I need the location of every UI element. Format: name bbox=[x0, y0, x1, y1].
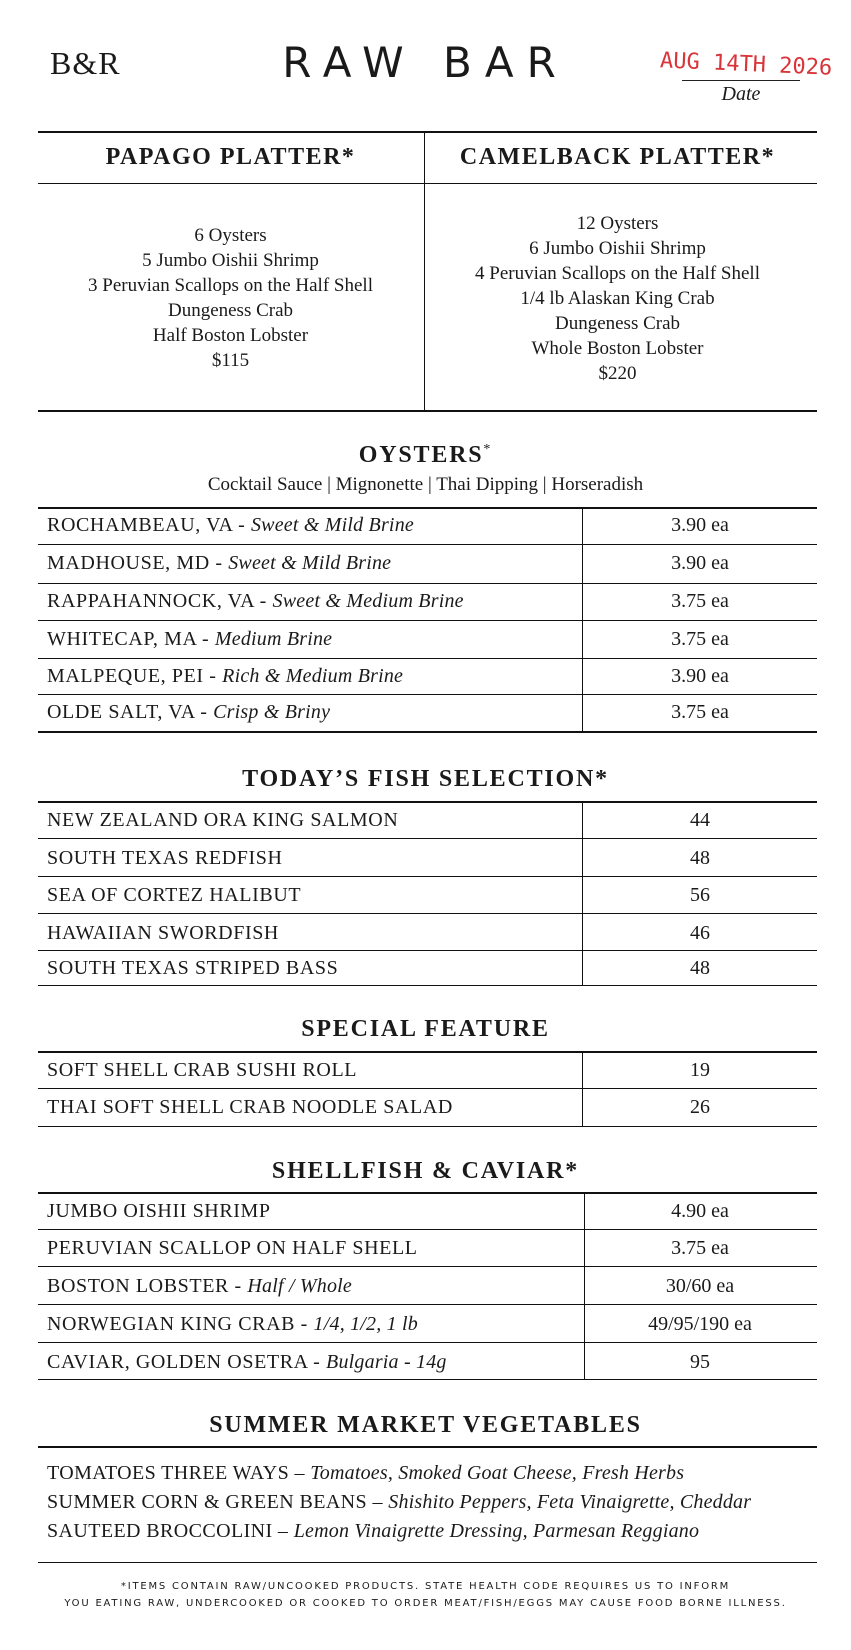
fish-price: 56 bbox=[690, 884, 710, 906]
divider bbox=[38, 1342, 817, 1343]
platter-title-papago: PAPAGO PLATTER* bbox=[105, 144, 356, 170]
platter-item: Whole Boston Lobster bbox=[531, 338, 704, 359]
oyster-row bbox=[47, 665, 403, 688]
vegetable-desc: Lemon Vinaigrette Dressing, Parmesan Reggiano bbox=[293, 1520, 700, 1542]
divider bbox=[38, 1446, 817, 1448]
column-divider bbox=[582, 508, 583, 731]
oyster-name: RAPPAHANNOCK, VA - bbox=[47, 590, 273, 612]
oyster-price: 3.75 ea bbox=[671, 628, 729, 650]
divider bbox=[38, 876, 817, 877]
divider bbox=[38, 913, 817, 914]
shellfish-price: 4.90 ea bbox=[671, 1200, 729, 1222]
fish-name: SOUTH TEXAS REDFISH bbox=[47, 847, 283, 869]
shellfish-row bbox=[47, 1313, 418, 1336]
platter-item: Half Boston Lobster bbox=[152, 325, 309, 346]
shellfish-price: 30/60 ea bbox=[665, 1275, 735, 1297]
divider bbox=[38, 731, 817, 733]
platter-item: 1/4 lb Alaskan King Crab bbox=[520, 288, 715, 309]
platter-item: Dungeness Crab bbox=[167, 300, 294, 321]
divider bbox=[38, 1192, 817, 1194]
platter-item: 3 Peruvian Scallops on the Half Shell bbox=[88, 275, 373, 296]
vegetable-name: TOMATOES THREE WAYS – bbox=[47, 1462, 311, 1484]
divider bbox=[38, 985, 817, 986]
special-price: 26 bbox=[690, 1096, 710, 1118]
section-title-shellfish: SHELLFISH & CAVIAR* bbox=[271, 1158, 580, 1184]
platter-item: Dungeness Crab bbox=[554, 313, 681, 334]
fish-price: 46 bbox=[690, 922, 710, 944]
shellfish-row bbox=[47, 1200, 271, 1223]
divider bbox=[38, 131, 817, 133]
vegetable-name: SUMMER CORN & GREEN BEANS – bbox=[47, 1491, 389, 1513]
oyster-desc: Sweet & Medium Brine bbox=[272, 590, 464, 612]
shellfish-name: NORWEGIAN KING CRAB - bbox=[47, 1313, 314, 1335]
platter-item: 5 Jumbo Oishii Shrimp bbox=[142, 250, 319, 271]
date-line bbox=[682, 80, 800, 81]
platter-item: 4 Peruvian Scallops on the Half Shell bbox=[475, 263, 760, 284]
page-title: RAW BAR bbox=[282, 38, 569, 87]
divider bbox=[38, 1379, 817, 1380]
shellfish-row bbox=[47, 1275, 352, 1298]
oyster-name: MALPEQUE, PEI - bbox=[47, 665, 223, 687]
vegetable-row bbox=[47, 1462, 684, 1485]
oyster-name: WHITECAP, MA - bbox=[47, 628, 215, 650]
shellfish-name: CAVIAR, GOLDEN OSETRA - bbox=[47, 1351, 327, 1373]
divider bbox=[38, 544, 817, 545]
oyster-desc: Rich & Medium Brine bbox=[222, 665, 404, 687]
vegetable-desc: Shishito Peppers, Feta Vinaigrette, Cheddar bbox=[388, 1491, 752, 1513]
divider bbox=[38, 1266, 817, 1267]
divider bbox=[38, 838, 817, 839]
shellfish-row bbox=[47, 1351, 447, 1374]
fish-name: NEW ZEALAND ORA KING SALMON bbox=[47, 809, 399, 831]
divider bbox=[38, 410, 817, 412]
health-disclaimer-line-2: YOU EATING RAW, UNDERCOOKED OR COOKED TO ORDER MEAT/FISH/EGGS MAY CAUSE FOOD BORNE ILLNESS. bbox=[64, 1598, 787, 1609]
shellfish-name: BOSTON LOBSTER - bbox=[47, 1275, 248, 1297]
oyster-price: 3.75 ea bbox=[671, 701, 729, 723]
platter-items-papago bbox=[38, 223, 423, 373]
oyster-row bbox=[47, 701, 330, 724]
divider bbox=[38, 583, 817, 584]
vegetable-desc: Tomatoes, Smoked Goat Cheese, Fresh Herbs bbox=[310, 1462, 685, 1484]
divider bbox=[38, 694, 817, 695]
fish-name: SEA OF CORTEZ HALIBUT bbox=[47, 884, 302, 906]
shellfish-name: PERUVIAN SCALLOP ON HALF SHELL bbox=[47, 1237, 418, 1259]
oyster-price: 3.90 ea bbox=[671, 665, 729, 687]
oysters-title-mark: * bbox=[483, 442, 493, 457]
oyster-sauces: Cocktail Sauce | Mignonette | Thai Dipping | Horseradish bbox=[207, 474, 644, 495]
vegetable-row bbox=[47, 1491, 751, 1514]
shellfish-row bbox=[47, 1237, 418, 1260]
fish-price: 48 bbox=[690, 847, 710, 869]
oyster-desc: Medium Brine bbox=[214, 628, 333, 650]
oyster-name: OLDE SALT, VA - bbox=[47, 701, 214, 723]
platter-price: $115 bbox=[211, 350, 250, 371]
oyster-price: 3.90 ea bbox=[671, 514, 729, 536]
section-title-fish: TODAY’S FISH SELECTION* bbox=[242, 766, 609, 792]
platter-price: $220 bbox=[598, 363, 637, 384]
divider bbox=[38, 1088, 817, 1089]
divider bbox=[38, 1051, 817, 1053]
oyster-row bbox=[47, 628, 332, 651]
shellfish-price: 49/95/190 ea bbox=[648, 1313, 752, 1335]
platter-item: 6 Oysters bbox=[194, 225, 267, 246]
fish-name: SOUTH TEXAS STRIPED BASS bbox=[47, 957, 339, 979]
health-disclaimer-line-1: *ITEMS CONTAIN RAW/UNCOOKED PRODUCTS. STATE HEALTH CODE REQUIRES US TO INFORM bbox=[120, 1581, 731, 1592]
divider bbox=[38, 1304, 817, 1305]
divider bbox=[38, 1126, 817, 1127]
oyster-desc: Crisp & Briny bbox=[213, 701, 331, 723]
vegetable-name: SAUTEED BROCCOLINI – bbox=[47, 1520, 294, 1542]
oyster-desc: Sweet & Mild Brine bbox=[228, 552, 392, 574]
special-name: SOFT SHELL CRAB SUSHI ROLL bbox=[47, 1059, 358, 1081]
restaurant-logo: B&R bbox=[50, 45, 121, 81]
divider bbox=[38, 183, 817, 184]
section-title-vegetables: SUMMER MARKET VEGETABLES bbox=[209, 1412, 642, 1438]
fish-price: 44 bbox=[690, 809, 710, 831]
platter-item: 6 Jumbo Oishii Shrimp bbox=[529, 238, 706, 259]
divider bbox=[38, 507, 817, 509]
fish-price: 48 bbox=[690, 957, 710, 979]
shellfish-desc: 1/4, 1/2, 1 lb bbox=[313, 1313, 419, 1335]
oyster-name: MADHOUSE, MD - bbox=[47, 552, 229, 574]
oyster-price: 3.90 ea bbox=[671, 552, 729, 574]
vegetable-row bbox=[47, 1520, 699, 1543]
divider bbox=[38, 1229, 817, 1230]
oyster-price: 3.75 ea bbox=[671, 590, 729, 612]
shellfish-desc: Half / Whole bbox=[247, 1275, 353, 1297]
oyster-name: ROCHAMBEAU, VA - bbox=[47, 514, 251, 536]
shellfish-price: 3.75 ea bbox=[671, 1237, 729, 1259]
date-stamp: AUG 14TH 2026 bbox=[659, 48, 833, 81]
oyster-row bbox=[47, 590, 464, 613]
oyster-row bbox=[47, 552, 391, 575]
oyster-desc: Sweet & Mild Brine bbox=[250, 514, 414, 536]
special-name: THAI SOFT SHELL CRAB NOODLE SALAD bbox=[47, 1096, 453, 1118]
date-label: Date bbox=[721, 83, 761, 105]
divider bbox=[38, 620, 817, 621]
fish-name: HAWAIIAN SWORDFISH bbox=[47, 922, 279, 944]
shellfish-price: 95 bbox=[690, 1351, 710, 1373]
section-title-oysters bbox=[0, 442, 851, 469]
oyster-row bbox=[47, 514, 414, 537]
divider bbox=[38, 950, 817, 951]
shellfish-desc: Bulgaria - 14g bbox=[326, 1351, 447, 1373]
special-price: 19 bbox=[690, 1059, 710, 1081]
divider bbox=[38, 658, 817, 659]
platter-item: 12 Oysters bbox=[576, 213, 659, 234]
divider bbox=[38, 801, 817, 803]
platter-items-camelback bbox=[425, 211, 810, 386]
section-title-special: SPECIAL FEATURE bbox=[301, 1016, 550, 1042]
divider bbox=[38, 1562, 817, 1563]
platter-title-camelback: CAMELBACK PLATTER* bbox=[459, 144, 776, 170]
shellfish-name: JUMBO OISHII SHRIMP bbox=[47, 1200, 271, 1222]
oysters-title-text: OYSTERS bbox=[358, 442, 484, 468]
